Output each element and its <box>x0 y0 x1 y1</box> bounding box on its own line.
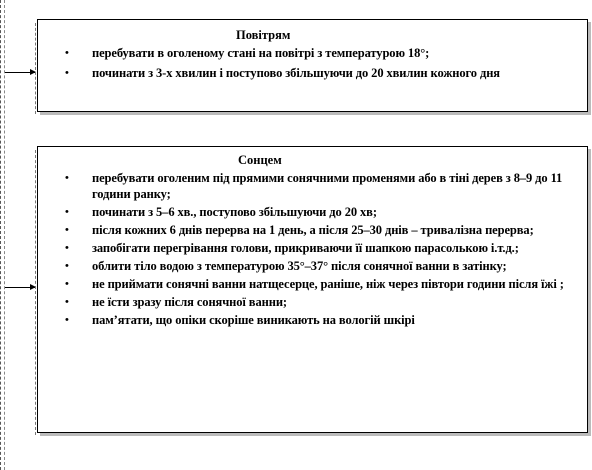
left-dashed-rule <box>0 0 5 470</box>
arrow-to-sun-box <box>5 287 35 288</box>
bullet-icon: • <box>65 242 69 254</box>
list-item <box>38 258 568 274</box>
bullet-icon: • <box>65 296 69 308</box>
list-item <box>38 65 568 81</box>
bullet-icon: • <box>65 314 69 326</box>
list-item <box>38 45 568 61</box>
list-item-text: не їсти зразу після сонячної ванни; <box>92 295 287 309</box>
list-item <box>38 276 568 292</box>
list-item-text: починати з 3-х хвилин і поступово збільшуючи до 20 хвилин кожного дня <box>92 66 500 80</box>
bullet-icon: • <box>65 260 69 272</box>
list-item-text: починати з 5–6 хв., поступово збільшуючи до 20 хв; <box>92 205 377 219</box>
bullet-icon: • <box>65 47 69 59</box>
list-item <box>38 222 568 238</box>
list-item-text: не приймати сонячні ванни натщесерце, раніше, ніж через півтори години після їжі ; <box>92 277 564 291</box>
sun-box <box>37 146 588 433</box>
air-list <box>38 45 568 85</box>
sun-list <box>38 170 568 330</box>
list-item <box>38 170 568 202</box>
arrow-to-air-box <box>5 72 35 73</box>
list-item-text: пам’ятати, що опіки скоріше виникають на вологій шкірі <box>92 313 415 327</box>
bullet-icon: • <box>65 172 69 184</box>
list-item <box>38 294 568 310</box>
air-title: Повітрям <box>236 28 291 42</box>
list-item-text: перебувати в оголеному стані на повітрі з температурою 18°; <box>92 46 430 60</box>
list-item-text: запобігати перегрівання голови, прикриваючи її шапкою парасолькою і.т.д.; <box>92 241 519 255</box>
bullet-icon: • <box>65 278 69 290</box>
sun-title: Сонцем <box>238 153 282 167</box>
bullet-icon: • <box>65 206 69 218</box>
bullet-icon: • <box>65 67 69 79</box>
bullet-icon: • <box>65 224 69 236</box>
list-item-text: після кожних 6 днів перерва на 1 день, а після 25–30 днів – тривалізна перерва; <box>92 223 534 237</box>
air-box <box>37 19 588 112</box>
list-item-text: перебувати оголеним під прямими сонячними променями або в тіні дерев з 8–9 до 11 години ранку; <box>92 171 563 201</box>
list-item <box>38 240 568 256</box>
list-item <box>38 312 568 328</box>
list-item <box>38 204 568 220</box>
list-item-text: облити тіло водою з температурою 35°–37° після сонячної ванни в затінку; <box>92 259 507 273</box>
